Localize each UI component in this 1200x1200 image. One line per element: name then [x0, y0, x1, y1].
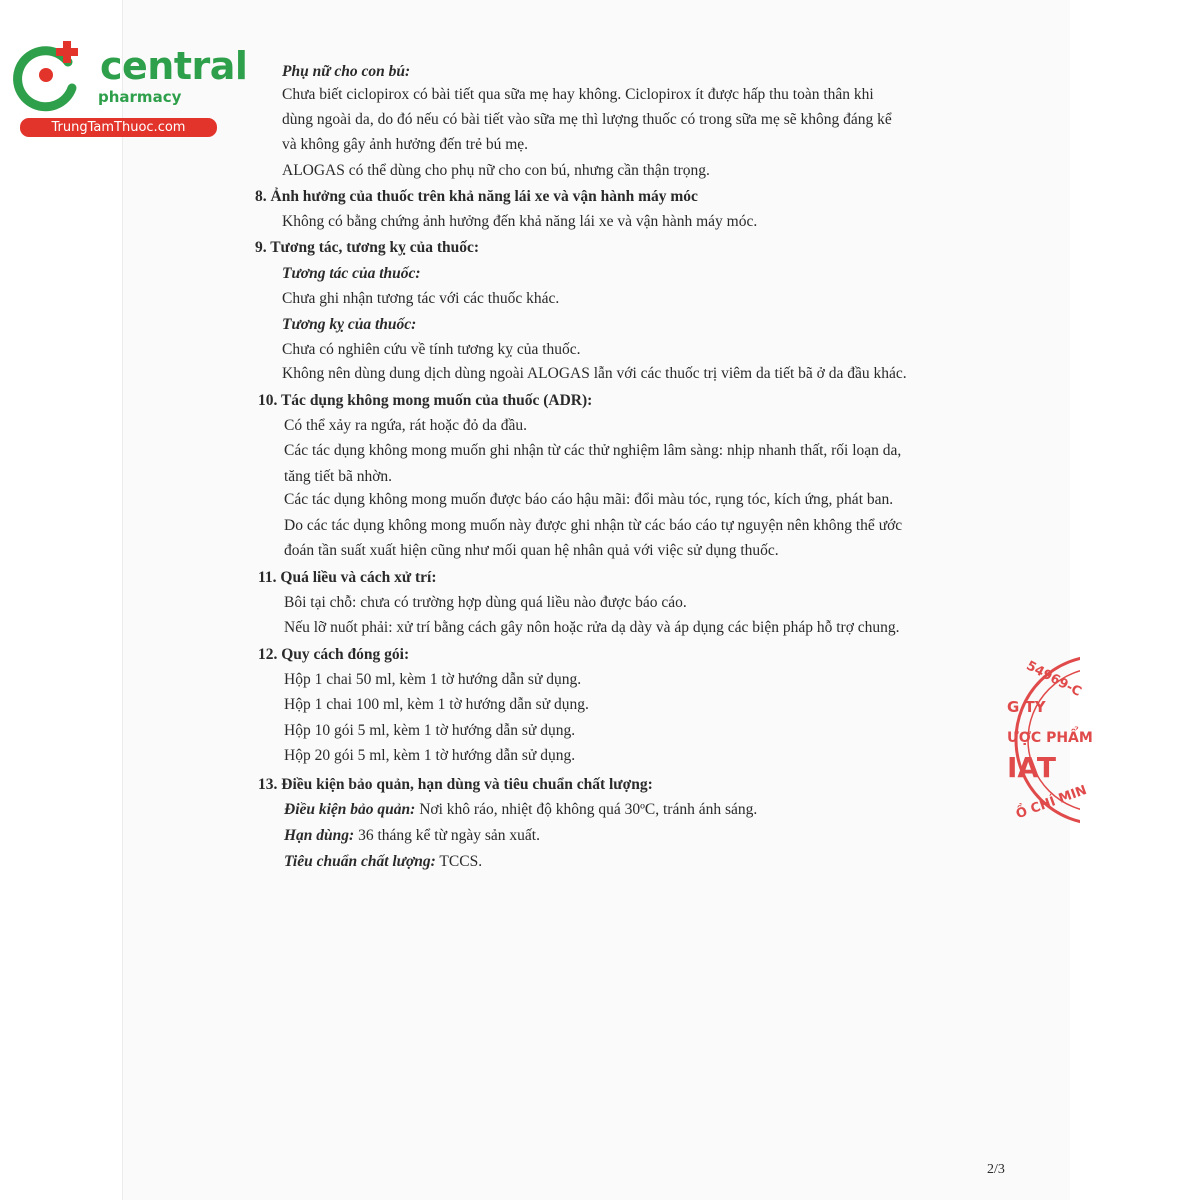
packaging-item: Hộp 20 gói 5 ml, kèm 1 tờ hướng dẫn sử dụng.: [284, 747, 576, 764]
text-line: Chưa ghi nhận tương tác với các thuốc khác.: [282, 290, 560, 307]
incompatibility-heading: Tương kỵ của thuốc:: [282, 316, 417, 333]
company-stamp: [1005, 652, 1093, 828]
brand-name: central: [100, 44, 248, 88]
storage-line: [284, 800, 757, 820]
expiry-line: [284, 826, 540, 846]
brand-sub: pharmacy: [98, 88, 182, 106]
section-11-title: 11. Quá liều và cách xử trí:: [258, 569, 437, 586]
text-line: Nếu lỡ nuốt phải: xử trí bằng cách gây nôn hoặc rửa dạ dày và áp dụng các biện pháp hỗ trợ chung.: [284, 619, 900, 636]
section-8-title: 8. Ảnh hưởng của thuốc trên khả năng lái xe và vận hành máy móc: [255, 188, 698, 205]
section-12-title: 12. Quy cách đóng gói:: [258, 646, 410, 663]
standard-label: Tiêu chuẩn chất lượng:: [284, 853, 436, 870]
text-line: dùng ngoài da, do đó nếu có bài tiết vào sữa mẹ thì lượng thuốc có trong sữa mẹ sẽ không đáng kể: [282, 111, 892, 128]
page-margin: [1070, 0, 1200, 1200]
stamp-text: IAT: [1007, 751, 1057, 784]
text-line: Không có bằng chứng ảnh hưởng đến khả năng lái xe và vận hành máy móc.: [282, 213, 758, 230]
text-line: Chưa có nghiên cứu về tính tương kỵ của thuốc.: [282, 341, 581, 358]
text-line: ALOGAS có thể dùng cho phụ nữ cho con bú, nhưng cần thận trọng.: [282, 162, 710, 179]
stamp-text: ƯỢC PHẨM: [1007, 730, 1093, 746]
section-9-title: 9. Tương tác, tương kỵ của thuốc:: [255, 239, 480, 256]
text-line: Do các tác dụng không mong muốn này được ghi nhận từ các báo cáo tự nguyện nên không thể ước: [284, 517, 903, 534]
packaging-item: Hộp 10 gói 5 ml, kèm 1 tờ hướng dẫn sử dụng.: [284, 722, 576, 739]
text-line: Có thể xảy ra ngứa, rát hoặc đỏ da đầu.: [284, 417, 527, 434]
central-pharmacy-logo: [10, 40, 248, 140]
section-10-title: 10. Tác dụng không mong muốn của thuốc (ADR):: [258, 392, 593, 409]
standard-value: TCCS.: [435, 853, 483, 870]
standard-line: [284, 852, 482, 872]
text-line: Các tác dụng không mong muốn được báo cáo hậu mãi: đổi màu tóc, rụng tóc, kích ứng, phát ban.: [284, 491, 894, 508]
breastfeeding-heading: Phụ nữ cho con bú:: [282, 63, 411, 80]
text-line: đoán tần suất xuất hiện cũng như mối quan hệ nhân quả với việc sử dụng thuốc.: [284, 542, 779, 559]
website-link[interactable]: TrungTamThuoc.com: [20, 118, 217, 137]
storage-label: Điều kiện bảo quản:: [284, 801, 416, 818]
packaging-item: Hộp 1 chai 100 ml, kèm 1 tờ hướng dẫn sử dụng.: [284, 696, 589, 713]
expiry-value: 36 tháng kể từ ngày sản xuất.: [354, 827, 540, 844]
storage-value: Nơi khô ráo, nhiệt độ không quá 30ºC, tránh ánh sáng.: [415, 801, 758, 818]
text-line: và không gây ảnh hưởng đến trẻ bú mẹ.: [282, 136, 529, 153]
text-line: tăng tiết bã nhờn.: [284, 468, 393, 485]
stamp-text: G TY: [1007, 698, 1046, 716]
pharmacy-cross-icon: [10, 40, 90, 110]
text-line: Chưa biết ciclopirox có bài tiết qua sữa mẹ hay không. Ciclopirox ít được hấp thu toàn thân khi: [282, 86, 874, 103]
stamp-text: Ồ CHÍ MIN: [1014, 782, 1089, 823]
section-13-title: 13. Điều kiện bảo quản, hạn dùng và tiêu chuẩn chất lượng:: [258, 776, 653, 793]
text-line: Không nên dùng dung dịch dùng ngoài ALOGAS lẫn với các thuốc trị viêm da tiết bã ở da đầu khác.: [282, 365, 907, 382]
text-line: Các tác dụng không mong muốn ghi nhận từ các thử nghiệm lâm sàng: nhịp nhanh thất, rối loạn da,: [284, 442, 902, 459]
packaging-item: Hộp 1 chai 50 ml, kèm 1 tờ hướng dẫn sử dụng.: [284, 671, 582, 688]
interactions-heading: Tương tác của thuốc:: [282, 265, 421, 282]
page-number: 2/3: [987, 1162, 1005, 1177]
text-line: Bôi tại chỗ: chưa có trường hợp dùng quá liều nào được báo cáo.: [284, 594, 687, 611]
expiry-label: Hạn dùng:: [284, 827, 355, 844]
stamp-text: 54969-C: [1023, 658, 1084, 700]
